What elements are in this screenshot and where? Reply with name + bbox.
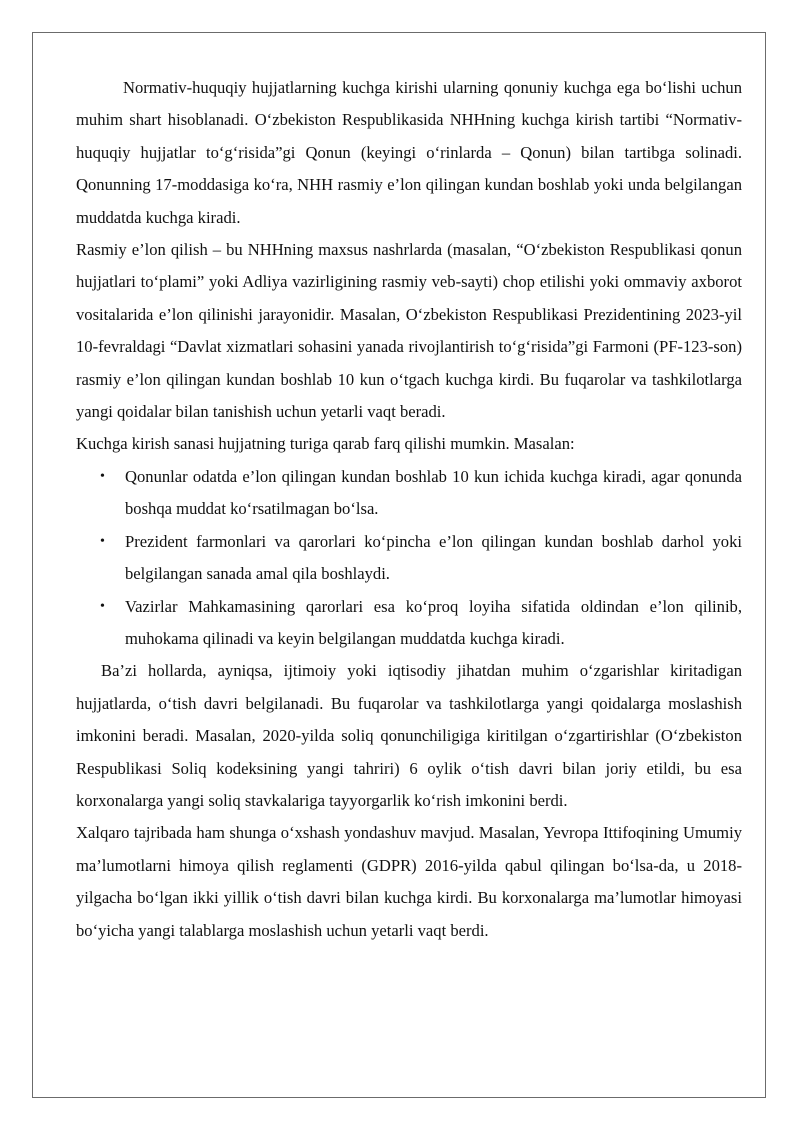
document-body [76, 72, 742, 947]
paragraph-international-experience: Xalqaro tajribada ham shunga o‘xshash yondashuv mavjud. Masalan, Yevropa Ittifoqining Umumiy ma’lumotlarni himoya qilish reglamenti (GDPR) 2016-yilda qabul qilingan bo‘lsa-da, u 2018-yilgacha bo‘lgan ikki yillik o‘tish davri bilan kuchga kirdi. Bu korxonalarga ma’lumotlar himoyasi bo‘yicha yangi talablarga moslashish uchun yetarli vaqt berdi. [76, 823, 742, 940]
list-item-text: Prezident farmonlari va qarorlari ko‘pincha e’lon qilingan kundan boshlab darhol yoki belgilangan sanada amal qila boshlaydi. [125, 531, 742, 584]
list-item-text: Qonunlar odatda e’lon qilingan kundan boshlab 10 kun ichida kuchga kiradi, agar qonunda boshqa muddat ko‘rsatilmagan bo‘lsa. [125, 466, 742, 519]
list-item [76, 591, 742, 656]
paragraph-entry-date: Kuchga kirish sanasi hujjatning turiga qarab farq qilishi mumkin. Masalan: [76, 434, 575, 454]
bullet-list [76, 461, 742, 655]
bullet-marker: • [100, 468, 105, 484]
bullet-marker: • [100, 533, 105, 549]
paragraph-intro: Normativ-huquqiy hujjatlarning kuchga kirishi ularning qonuniy kuchga ega bo‘lishi uchun muhim shart hisoblanadi. O‘zbekiston Respublikasida NHHning kuchga kirish tartibi “Normativ-huquqiy hujjatlar to‘g‘risida”gi Qonun (keyingi o‘rinlarda – Qonun) bilan tartibga solinadi. Qonunning 17-moddasiga ko‘ra, NHH rasmiy e’lon qilingan kundan boshlab yoki unda belgilangan muddatda kuchga kiradi. [76, 78, 742, 227]
list-item-text: Vazirlar Mahkamasining qarorlari esa ko‘proq loyiha sifatida oldindan e’lon qilinib, muhokama qilinadi va keyin belgilangan muddatda kuchga kiradi. [125, 596, 742, 648]
paragraph-transition-period: Ba’zi hollarda, ayniqsa, ijtimoiy yoki iqtisodiy jihatdan muhim o‘zgarishlar kiritadigan hujjatlarda, o‘tish davri belgilanadi. Bu fuqarolar va tashkilotlarga yangi qoidalarga moslashish imkonini beradi. Masalan, 2020-yilda soliq qonunchiligiga kiritilgan o‘zgartirishlar (O‘zbekiston Respublikasi Soliq kodeksining yangi tahriri) 6 oylik o‘tish davri bilan joriy etildi, bu esa korxonalarga yangi soliq stavkalariga tayyorgarlik ko‘rish imkonini berdi. [76, 661, 742, 810]
bullet-marker: • [100, 598, 105, 614]
list-item [76, 526, 742, 591]
paragraph-official-publication: Rasmiy e’lon qilish – bu NHHning maxsus nashrlarda (masalan, “O‘zbekiston Respublikasi qonun hujjatlari to‘plami” yoki Adliya vazirligining rasmiy veb-sayti) chop etilishi yoki ommaviy axborot vositalarida e’lon qilinishi jarayonidir. Masalan, O‘zbekiston Respublikasi Prezidentining 2023-yil 10-fevraldagi “Davlat xizmatlari sohasini yanada rivojlantirish to‘g‘risida”gi Farmoni (PF-123-son) rasmiy e’lon qilingan kundan boshlab 10 kun o‘tgach kuchga kirdi. Bu fuqarolar va tashkilotlarga yangi qoidalar bilan tanishish uchun yetarli vaqt beradi. [76, 240, 742, 422]
list-item [76, 461, 742, 526]
